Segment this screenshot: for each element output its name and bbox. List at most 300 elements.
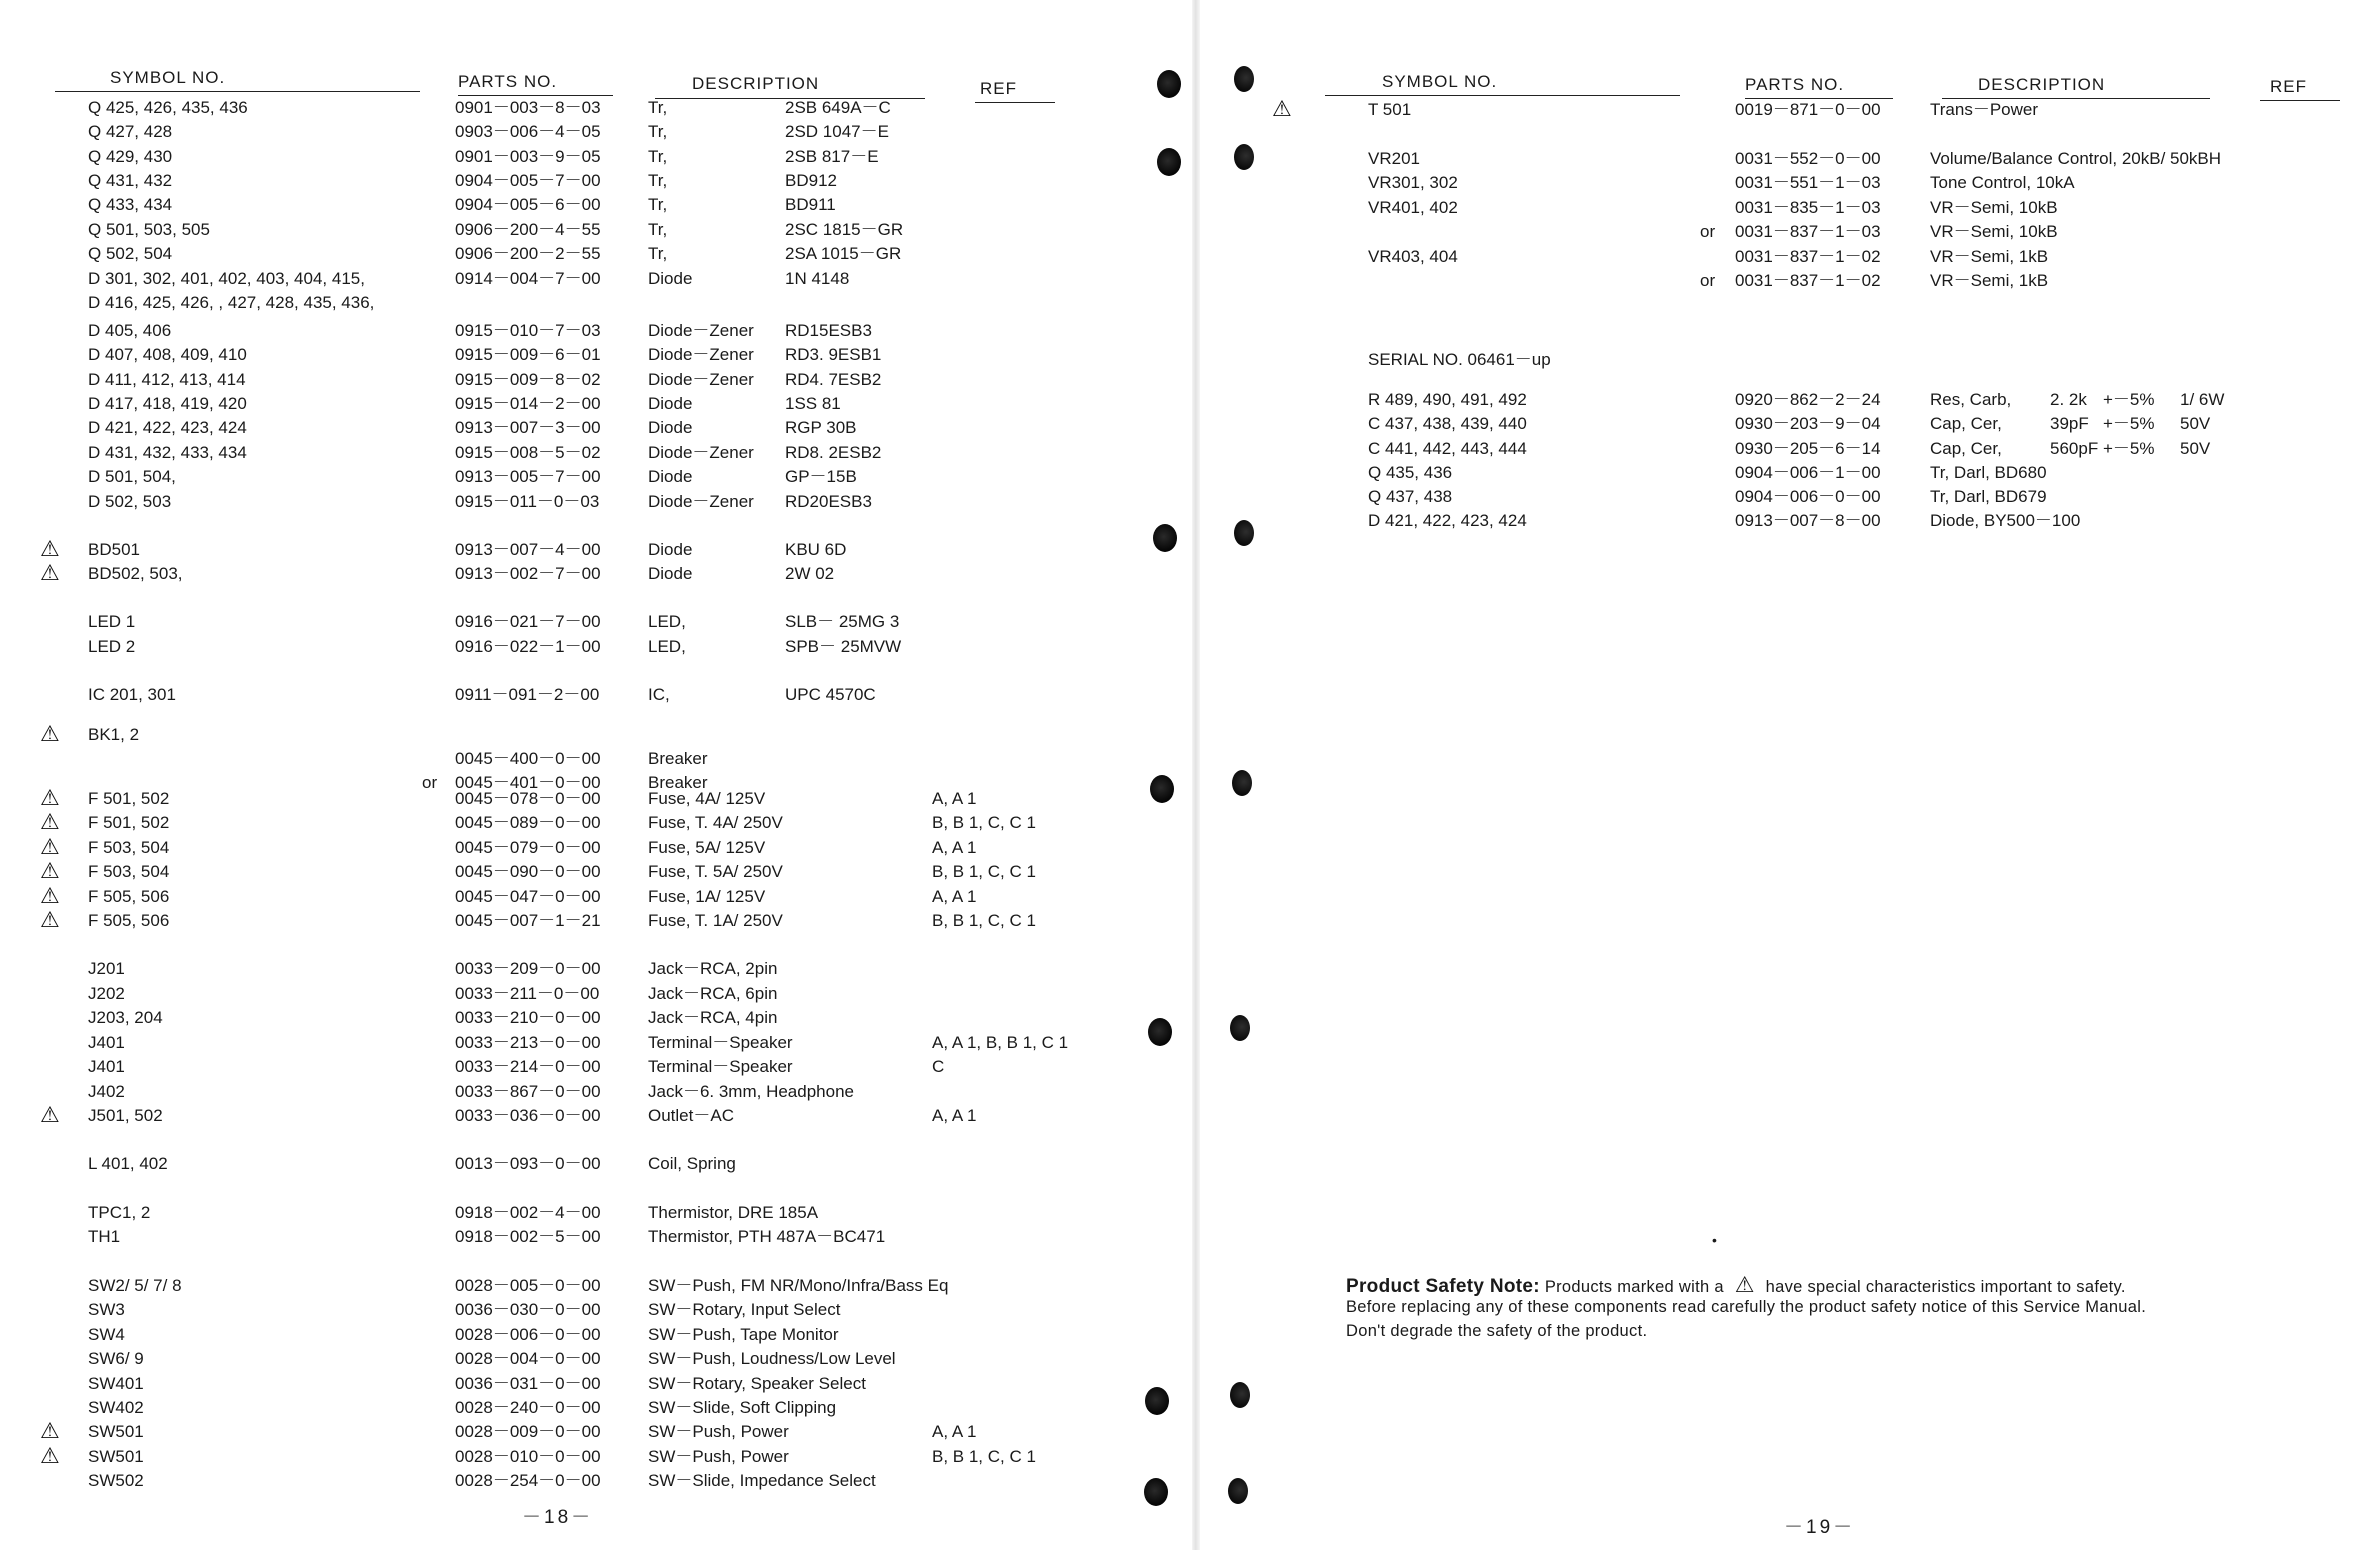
cell-symbol: D 405, 406 bbox=[88, 321, 172, 340]
cell-desc: SW－Push, Tape Monitor bbox=[648, 1325, 839, 1344]
cell-symbol: F 503, 504 bbox=[88, 862, 170, 881]
cell-part: 0916－022－1－00 bbox=[455, 637, 601, 656]
cell-part: 0904－006－1－00 bbox=[1735, 463, 1881, 482]
cell-symbol: Q 427, 428 bbox=[88, 122, 173, 141]
cell-symbol: L 401, 402 bbox=[88, 1154, 168, 1173]
cell-part: 0915－008－5－02 bbox=[455, 443, 601, 462]
table-row bbox=[0, 144, 1190, 170]
binding-hole bbox=[1228, 1478, 1248, 1504]
cell-part: 0901－003－8－03 bbox=[455, 98, 601, 117]
cell-part: 0904－005－7－00 bbox=[455, 171, 601, 190]
table-row bbox=[0, 561, 1190, 587]
cell-desc: Diode－Zener bbox=[648, 370, 754, 389]
cell-part: 0918－002－5－00 bbox=[455, 1227, 601, 1246]
cell-symbol: VR301, 302 bbox=[1368, 173, 1458, 192]
cell-symbol: VR401, 402 bbox=[1368, 198, 1458, 217]
cell-symbol: SW501 bbox=[88, 1447, 144, 1466]
binding-hole bbox=[1148, 1018, 1172, 1046]
cell-spec: GP－15B bbox=[785, 467, 857, 486]
cell-part: 0913－007－8－00 bbox=[1735, 511, 1881, 530]
cell-ref: A, A 1 bbox=[932, 789, 977, 808]
cell-part: 0913－007－3－00 bbox=[455, 418, 601, 437]
cell-part: 0031－835－1－03 bbox=[1735, 198, 1881, 217]
table-row bbox=[0, 1444, 1190, 1470]
cell-symbol: D 407, 408, 409, 410 bbox=[88, 345, 247, 364]
cell-part: 0028－009－0－00 bbox=[455, 1422, 601, 1441]
cell-desc: LED, bbox=[648, 612, 686, 631]
cell-symbol: VR201 bbox=[1368, 149, 1420, 168]
table-row bbox=[0, 489, 1190, 515]
cell-part: 0045－078－0－00 bbox=[455, 789, 601, 808]
cell-part: 0930－203－9－04 bbox=[1735, 414, 1881, 433]
table-row bbox=[0, 464, 1190, 490]
cell-symbol: SW6/ 9 bbox=[88, 1349, 144, 1368]
header-underline bbox=[1325, 95, 1680, 96]
cell-symbol: Q 425, 426, 435, 436 bbox=[88, 98, 248, 117]
cell-part: 0915－009－6－01 bbox=[455, 345, 601, 364]
warning-triangle-icon: ⚠ bbox=[40, 785, 60, 810]
cell-part: 0031－837－1－03 bbox=[1735, 222, 1881, 241]
cell-or: or bbox=[1700, 271, 1716, 290]
cell-desc: Fuse, 1A/ 125V bbox=[648, 887, 766, 906]
cell-desc: Tr, bbox=[648, 220, 668, 239]
cell-desc: SW－Rotary, Speaker Select bbox=[648, 1374, 866, 1393]
cell-spec: BD912 bbox=[785, 171, 837, 190]
table-row bbox=[0, 722, 1190, 748]
cell-part: 0028－010－0－00 bbox=[455, 1447, 601, 1466]
cell-symbol: Q 501, 503, 505 bbox=[88, 220, 210, 239]
binding-hole bbox=[1232, 770, 1252, 796]
cell-ref: B, B 1, C, C 1 bbox=[932, 862, 1036, 881]
table-row bbox=[0, 119, 1190, 145]
cell-part: 0906－200－4－55 bbox=[455, 220, 601, 239]
cell-desc: Jack－RCA, 6pin bbox=[648, 984, 778, 1003]
cell-desc: Diode, BY500－100 bbox=[1930, 511, 2081, 530]
cell-desc: Jack－6. 3mm, Headphone bbox=[648, 1082, 854, 1101]
table-row bbox=[0, 786, 1190, 812]
cell-part: 0019－871－0－00 bbox=[1735, 100, 1881, 119]
cell-spec: 1N 4148 bbox=[785, 269, 850, 288]
cell-spec: SLB－ 25MG 3 bbox=[785, 612, 900, 631]
table-row bbox=[0, 1103, 1190, 1129]
cell-part: 0033－214－0－00 bbox=[455, 1057, 601, 1076]
cell-symbol: F 505, 506 bbox=[88, 887, 170, 906]
warning-triangle-icon: ⚠ bbox=[40, 560, 60, 585]
header-ref: REF bbox=[980, 79, 1017, 98]
cell-part: 0045－047－0－00 bbox=[455, 887, 601, 906]
cell-desc: Coil, Spring bbox=[648, 1154, 736, 1173]
cell-part: 0915－009－8－02 bbox=[455, 370, 601, 389]
cell-desc: Diode bbox=[648, 418, 693, 437]
cell-part: 0033－210－0－00 bbox=[455, 1008, 601, 1027]
cell-symbol: Q 435, 436 bbox=[1368, 463, 1453, 482]
table-row bbox=[1200, 436, 2367, 462]
cell-desc: LED, bbox=[648, 637, 686, 656]
safety-note-line2: Before replacing any of these components read carefully the product safety notice of this Service Manual. bbox=[1346, 1298, 2147, 1316]
cell-part: 0033－211－0－00 bbox=[455, 984, 600, 1003]
cell-symbol: LED 1 bbox=[88, 612, 136, 631]
cell-spec: RD8. 2ESB2 bbox=[785, 443, 882, 462]
cell-ref: B, B 1, C, C 1 bbox=[932, 813, 1036, 832]
table-row bbox=[1200, 460, 2367, 486]
cell-desc: Res, Carb, bbox=[1930, 390, 2012, 409]
warning-triangle-icon: ⚠ bbox=[40, 834, 60, 859]
cell-spec: RD3. 9ESB1 bbox=[785, 345, 882, 364]
cell-symbol: Q 502, 504 bbox=[88, 244, 173, 263]
cell-desc: Cap, Cer, bbox=[1930, 439, 2002, 458]
cell-symbol: R 489, 490, 491, 492 bbox=[1368, 390, 1527, 409]
cell-desc: Fuse, T. 1A/ 250V bbox=[648, 911, 783, 930]
cell-desc: Fuse, 4A/ 125V bbox=[648, 789, 766, 808]
cell-part: 0031－551－1－03 bbox=[1735, 173, 1881, 192]
table-row bbox=[0, 168, 1190, 194]
cell-symbol: F 501, 502 bbox=[88, 813, 170, 832]
cell-desc: SW－Slide, Soft Clipping bbox=[648, 1398, 837, 1417]
cell-desc: Fuse, T. 5A/ 250V bbox=[648, 862, 783, 881]
binding-hole bbox=[1230, 1382, 1250, 1408]
cell-part: 0915－011－0－03 bbox=[455, 492, 600, 511]
cell-part: 0036－031－0－00 bbox=[455, 1374, 601, 1393]
cell-c1: 39pF bbox=[2050, 414, 2089, 433]
cell-ref: A, A 1 bbox=[932, 887, 977, 906]
cell-part: 0028－006－0－00 bbox=[455, 1325, 601, 1344]
cell-symbol: D 431, 432, 433, 434 bbox=[88, 443, 247, 462]
table-row bbox=[0, 1346, 1190, 1372]
cell-symbol: Q 429, 430 bbox=[88, 147, 173, 166]
cell-symbol: IC 201, 301 bbox=[88, 685, 176, 704]
table-row bbox=[0, 537, 1190, 563]
cell-part: 0918－002－4－00 bbox=[455, 1203, 601, 1222]
cell-symbol: TH1 bbox=[88, 1227, 121, 1246]
cell-desc: Terminal－Speaker bbox=[648, 1033, 793, 1052]
cell-symbol: F 503, 504 bbox=[88, 838, 170, 857]
binding-hole bbox=[1230, 1015, 1250, 1041]
cell-desc: SW－Push, Power bbox=[648, 1447, 789, 1466]
cell-desc: Tr, bbox=[648, 122, 668, 141]
table-row bbox=[0, 95, 1190, 121]
table-row bbox=[0, 342, 1190, 368]
table-row bbox=[0, 391, 1190, 417]
table-row bbox=[0, 217, 1190, 243]
table-row bbox=[0, 810, 1190, 836]
safety-note-line1b: have special characteristics important to safety. bbox=[1765, 1278, 2126, 1296]
header-description: DESCRIPTION bbox=[1978, 75, 2106, 94]
table-row bbox=[1200, 195, 2367, 221]
table-row bbox=[0, 1371, 1190, 1397]
table-row bbox=[1200, 219, 2367, 245]
cell-c2: +－5% bbox=[2103, 439, 2155, 458]
cell-part: 0045－079－0－00 bbox=[455, 838, 601, 857]
safety-note-title: Product Safety Note: bbox=[1346, 1276, 1540, 1297]
cell-part: 0915－014－2－00 bbox=[455, 394, 601, 413]
cell-symbol: D 502, 503 bbox=[88, 492, 172, 511]
cell-part: 0033－213－0－00 bbox=[455, 1033, 601, 1052]
cell-part: 0045－007－1－21 bbox=[455, 911, 601, 930]
cell-symbol: SW402 bbox=[88, 1398, 144, 1417]
table-row bbox=[1200, 387, 2367, 413]
page-fold bbox=[1192, 0, 1200, 1550]
cell-ref: B, B 1, C, C 1 bbox=[932, 1447, 1036, 1466]
cell-desc: SW－Push, Loudness/Low Level bbox=[648, 1349, 896, 1368]
cell-part: 0920－862－2－24 bbox=[1735, 390, 1881, 409]
table-row bbox=[0, 835, 1190, 861]
binding-hole bbox=[1153, 524, 1177, 552]
cell-symbol: BD501 bbox=[88, 540, 140, 559]
cell-symbol: D 417, 418, 419, 420 bbox=[88, 394, 247, 413]
cell-part: 0045－401－0－00 bbox=[455, 773, 601, 792]
warning-triangle-icon: ⚠ bbox=[40, 1102, 60, 1127]
table-row bbox=[0, 415, 1190, 441]
table-row bbox=[1200, 268, 2367, 294]
cell-part: 0906－200－2－55 bbox=[455, 244, 601, 263]
cell-part: 0903－006－4－05 bbox=[455, 122, 601, 141]
cell-part: 0031－837－1－02 bbox=[1735, 271, 1881, 290]
cell-part: 0028－004－0－00 bbox=[455, 1349, 601, 1368]
cell-desc: Diode bbox=[648, 394, 693, 413]
table-row bbox=[0, 884, 1190, 910]
cell-symbol: D 416, 425, 426, , 427, 428, 435, 436, bbox=[88, 293, 375, 312]
table-row bbox=[0, 1200, 1190, 1226]
cell-symbol: F 501, 502 bbox=[88, 789, 170, 808]
cell-symbol: SW4 bbox=[88, 1325, 125, 1344]
cell-desc: Fuse, T. 4A/ 250V bbox=[648, 813, 783, 832]
table-row bbox=[1200, 411, 2367, 437]
cell-spec: 2SD 1047－E bbox=[785, 122, 889, 141]
cell-desc: Diode bbox=[648, 269, 693, 288]
cell-part: 0916－021－7－00 bbox=[455, 612, 601, 631]
cell-spec: SPB－ 25MVW bbox=[785, 637, 902, 656]
warning-triangle-icon: ⚠ bbox=[40, 883, 60, 908]
cell-part: 0911－091－2－00 bbox=[455, 685, 600, 704]
cell-spec: 2W 02 bbox=[785, 564, 835, 583]
table-row bbox=[0, 1297, 1190, 1323]
table-row bbox=[0, 367, 1190, 393]
table-row bbox=[0, 609, 1190, 635]
cell-desc: Diode－Zener bbox=[648, 321, 754, 340]
cell-desc: SW－Push, Power bbox=[648, 1422, 789, 1441]
cell-symbol: SERIAL NO. 06461－up bbox=[1368, 350, 1551, 369]
cell-desc: Tr, bbox=[648, 147, 668, 166]
cell-symbol: F 505, 506 bbox=[88, 911, 170, 930]
cell-symbol: J201 bbox=[88, 959, 125, 978]
cell-part: 0915－010－7－03 bbox=[455, 321, 601, 340]
cell-desc: Diode bbox=[648, 540, 693, 559]
page-19 bbox=[1200, 0, 2367, 1550]
cell-symbol: D 301, 302, 401, 402, 403, 404, 415, bbox=[88, 269, 365, 288]
table-row bbox=[1200, 508, 2367, 534]
cell-part: 0028－005－0－00 bbox=[455, 1276, 601, 1295]
cell-ref: C bbox=[932, 1057, 945, 1076]
cell-part: 0028－254－0－00 bbox=[455, 1471, 601, 1490]
cell-desc: Diode bbox=[648, 564, 693, 583]
cell-c3: 1/ 6W bbox=[2180, 390, 2225, 409]
cell-part: 0031－837－1－02 bbox=[1735, 247, 1881, 266]
cell-desc: Jack－RCA, 4pin bbox=[648, 1008, 778, 1027]
safety-note-line1a: Products marked with a bbox=[1544, 1278, 1724, 1296]
table-row bbox=[0, 1273, 1190, 1299]
warning-triangle-icon: ⚠ bbox=[40, 1418, 60, 1443]
cell-part: 0013－093－0－00 bbox=[455, 1154, 601, 1173]
cell-ref: A, A 1 bbox=[932, 1106, 977, 1125]
table-row bbox=[0, 981, 1190, 1007]
cell-or: or bbox=[422, 773, 438, 792]
cell-spec: UPC 4570C bbox=[785, 685, 876, 704]
cell-desc: Breaker bbox=[648, 773, 708, 792]
table-row bbox=[0, 1224, 1190, 1250]
cell-c3: 50V bbox=[2180, 414, 2211, 433]
cell-symbol: D 421, 422, 423, 424 bbox=[88, 418, 247, 437]
table-row bbox=[0, 192, 1190, 218]
cell-c1: 2. 2k bbox=[2050, 390, 2087, 409]
cell-c2: +－5% bbox=[2103, 414, 2155, 433]
cell-symbol: D 411, 412, 413, 414 bbox=[88, 370, 246, 389]
cell-desc: VR－Semi, 10kB bbox=[1930, 198, 2058, 217]
cell-desc: Breaker bbox=[648, 749, 708, 768]
cell-desc: Tr, Darl, BD679 bbox=[1930, 487, 2047, 506]
cell-spec: 2SC 1815－GR bbox=[785, 220, 904, 239]
cell-part: 0904－005－6－00 bbox=[455, 195, 601, 214]
cell-desc: Diode bbox=[648, 467, 693, 486]
table-row bbox=[0, 241, 1190, 267]
table-row bbox=[0, 1395, 1190, 1421]
cell-desc: Tone Control, 10kA bbox=[1930, 173, 2075, 192]
cell-symbol: BD502, 503, bbox=[88, 564, 183, 583]
table-row bbox=[1200, 97, 2367, 123]
cell-symbol: Q 433, 434 bbox=[88, 195, 173, 214]
cell-part: 0045－090－0－00 bbox=[455, 862, 601, 881]
cell-symbol: VR403, 404 bbox=[1368, 247, 1458, 266]
cell-spec: RGP 30B bbox=[785, 418, 857, 437]
warning-triangle-icon: ⚠ bbox=[1272, 96, 1292, 121]
cell-symbol: J203, 204 bbox=[88, 1008, 163, 1027]
cell-desc: Trans－Power bbox=[1930, 100, 2039, 119]
cell-part: 0913－005－7－00 bbox=[455, 467, 601, 486]
table-row bbox=[0, 1151, 1190, 1177]
cell-desc: Tr, Darl, BD680 bbox=[1930, 463, 2047, 482]
cell-symbol: SW501 bbox=[88, 1422, 144, 1441]
cell-part: 0045－089－0－00 bbox=[455, 813, 601, 832]
table-row bbox=[0, 1419, 1190, 1445]
table-row bbox=[1200, 146, 2367, 172]
binding-hole bbox=[1157, 148, 1181, 176]
cell-symbol: J401 bbox=[88, 1033, 125, 1052]
cell-symbol: SW502 bbox=[88, 1471, 144, 1490]
binding-hole bbox=[1145, 1387, 1169, 1415]
cell-spec: KBU 6D bbox=[785, 540, 847, 559]
cell-symbol: J202 bbox=[88, 984, 125, 1003]
table-row bbox=[0, 956, 1190, 982]
cell-symbol: C 437, 438, 439, 440 bbox=[1368, 414, 1527, 433]
cell-spec: RD15ESB3 bbox=[785, 321, 872, 340]
table-row bbox=[0, 634, 1190, 660]
cell-desc: SW－Push, FM NR/Mono/Infra/Bass Eq bbox=[648, 1276, 949, 1295]
header-ref: REF bbox=[2270, 77, 2307, 96]
cell-desc: Tr, bbox=[648, 98, 668, 117]
safety-note-line3: Don't degrade the safety of the product. bbox=[1346, 1322, 1648, 1340]
cell-desc: VR－Semi, 10kB bbox=[1930, 222, 2058, 241]
page-number: －19－ bbox=[1784, 1517, 1856, 1538]
cell-desc: VR－Semi, 1kB bbox=[1930, 247, 2049, 266]
binding-hole bbox=[1234, 66, 1254, 92]
table-row bbox=[0, 1005, 1190, 1031]
cell-symbol: Q 431, 432 bbox=[88, 171, 173, 190]
cell-desc: Cap, Cer, bbox=[1930, 414, 2002, 433]
cell-desc: Terminal－Speaker bbox=[648, 1057, 793, 1076]
cell-part: 0914－004－7－00 bbox=[455, 269, 601, 288]
cell-desc: Jack－RCA, 2pin bbox=[648, 959, 778, 978]
cell-symbol: LED 2 bbox=[88, 637, 136, 656]
cell-spec: 2SB 649A－C bbox=[785, 98, 891, 117]
cell-ref: A, A 1, B, B 1, C 1 bbox=[932, 1033, 1069, 1052]
cell-part: 0913－007－4－00 bbox=[455, 540, 601, 559]
cell-spec: 1SS 81 bbox=[785, 394, 841, 413]
cell-part: 0033－209－0－00 bbox=[455, 959, 601, 978]
stray-mark: • bbox=[1712, 1232, 1717, 1248]
warning-triangle-icon: ⚠ bbox=[40, 907, 60, 932]
cell-symbol: SW2/ 5/ 7/ 8 bbox=[88, 1276, 182, 1295]
table-row bbox=[0, 1468, 1190, 1494]
warning-triangle-icon: ⚠ bbox=[1734, 1272, 1755, 1297]
table-row bbox=[1200, 170, 2367, 196]
binding-hole bbox=[1144, 1478, 1168, 1506]
cell-part: 0913－002－7－00 bbox=[455, 564, 601, 583]
cell-part: 0033－036－0－00 bbox=[455, 1106, 601, 1125]
table-row bbox=[0, 318, 1190, 344]
cell-c2: +－5% bbox=[2103, 390, 2155, 409]
header-symbol: SYMBOL NO. bbox=[1382, 72, 1498, 91]
cell-desc: Volume/Balance Control, 20kB/ 50kBH bbox=[1930, 149, 2222, 168]
cell-part: 0036－030－0－00 bbox=[455, 1300, 601, 1319]
cell-desc: Thermistor, PTH 487A－BC471 bbox=[648, 1227, 886, 1246]
cell-desc: Thermistor, DRE 185A bbox=[648, 1203, 819, 1222]
cell-desc: Diode－Zener bbox=[648, 443, 754, 462]
cell-spec: BD911 bbox=[785, 195, 836, 214]
warning-triangle-icon: ⚠ bbox=[40, 721, 60, 746]
cell-spec: 2SB 817－E bbox=[785, 147, 879, 166]
cell-symbol: SW3 bbox=[88, 1300, 125, 1319]
cell-c1: 560pF bbox=[2050, 439, 2099, 458]
table-row bbox=[0, 682, 1190, 708]
table-row bbox=[0, 1079, 1190, 1105]
cell-ref: A, A 1 bbox=[932, 838, 977, 857]
warning-triangle-icon: ⚠ bbox=[40, 809, 60, 834]
cell-symbol: J401 bbox=[88, 1057, 125, 1076]
cell-symbol: TPC1, 2 bbox=[88, 1203, 151, 1222]
cell-desc: Diode－Zener bbox=[648, 345, 754, 364]
cell-part: 0031－552－0－00 bbox=[1735, 149, 1881, 168]
cell-symbol: BK1, 2 bbox=[88, 725, 140, 744]
cell-desc: SW－Rotary, Input Select bbox=[648, 1300, 841, 1319]
cell-desc: Outlet－AC bbox=[648, 1106, 734, 1125]
table-row bbox=[0, 1054, 1190, 1080]
cell-desc: SW－Slide, Impedance Select bbox=[648, 1471, 876, 1490]
warning-triangle-icon: ⚠ bbox=[40, 858, 60, 883]
cell-desc: Fuse, 5A/ 125V bbox=[648, 838, 766, 857]
cell-ref: A, A 1 bbox=[932, 1422, 977, 1441]
table-row bbox=[1200, 347, 2367, 373]
cell-part: 0904－006－0－00 bbox=[1735, 487, 1881, 506]
cell-desc: Tr, bbox=[648, 244, 668, 263]
cell-part: 0033－867－0－00 bbox=[455, 1082, 601, 1101]
table-row bbox=[0, 1322, 1190, 1348]
table-row bbox=[0, 859, 1190, 885]
warning-triangle-icon: ⚠ bbox=[40, 536, 60, 561]
table-row bbox=[0, 908, 1190, 934]
cell-spec: RD20ESB3 bbox=[785, 492, 872, 511]
header-symbol: SYMBOL NO. bbox=[110, 68, 226, 87]
page-number: －18－ bbox=[522, 1507, 594, 1528]
binding-hole bbox=[1157, 70, 1181, 98]
